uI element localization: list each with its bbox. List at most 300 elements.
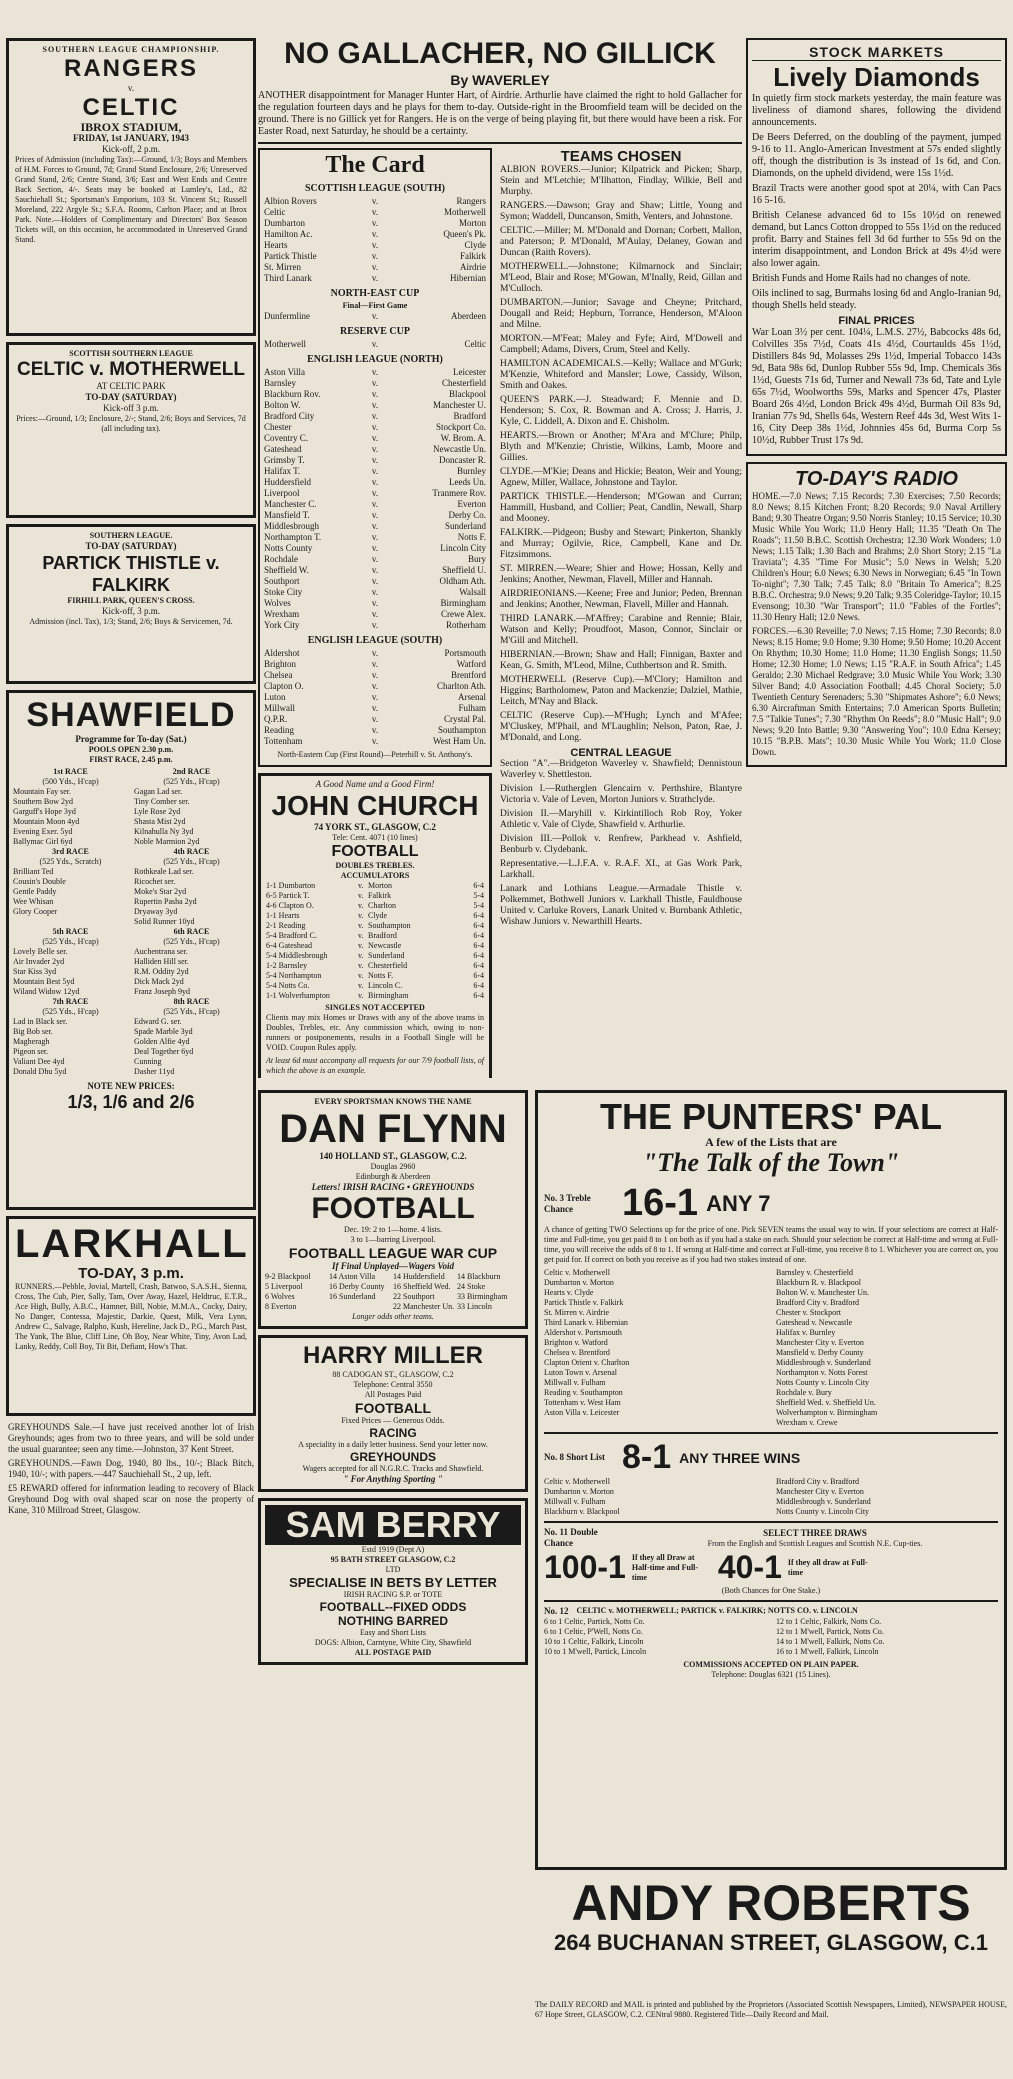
- list12-header: [544, 1606, 998, 1617]
- fixture-line: 16 to 1 M'well, Falkirk, Lincoln: [776, 1647, 879, 1656]
- race-block: [134, 767, 249, 847]
- card-section-title: NORTH-EAST CUP: [330, 288, 420, 299]
- away-team: Queen's Pk.: [443, 229, 486, 239]
- radio-home: HOME.—7.0 News; 7.15 Records; 7.30 Exercises; 7.50 Records; 8.0 News; 8.15 Kitchen Front; 8.20 Records; 9.0 Naval Artillery Band; 9.30 Theatre Organ; 9.50 Norris Stanley; 10.15 Service; 10.30 Music While You Work; 11.0 Henry Hall; 11.35 "Death On The Roads"; 11.50 B.B.C. Scottish Orchestra; 12.30 Work Wonders; 1.0 News; 1.15 Talk; 1.30 Bach and Brahms; 2.0 Short Story; 2.15 "La Traviata"; 4.35 "Time For Music"; 5.0 News in Welsh; 5.20 Children's Hour; 6.0 News; 6.30 News in Norwegian; 6.45 "In Town To-night"; 7.30 Talk; 7.45 Talk; 8.0 "Britain To America"; 8.25 B.B.C. Orchestra; 9.0 News; 9.20 Talk; 9.35 Coleridge-Taylor; 10.15 Evensong; 10.30 "War Transport"; 11.0 "Fables of the Fortles"; 11.30 Henry Hall; 12.0 News.: [752, 491, 1001, 622]
- fixture-line: Wolverhampton v. Birmingham: [776, 1408, 878, 1417]
- away-team: Rangers: [456, 196, 486, 206]
- vs: v.: [371, 196, 379, 206]
- fixture-line: Luton Town v. Arsenal: [544, 1368, 617, 1377]
- fixture-row: [264, 311, 486, 322]
- punters-sub: A few of the Lists that are: [705, 1135, 837, 1149]
- card-section-title: ENGLISH LEAGUE (SOUTH): [307, 635, 443, 646]
- fixture-line: St. Mirren v. Airdrie: [544, 1308, 610, 1317]
- rangers-team1: RANGERS: [63, 55, 198, 82]
- fixture-row: [264, 609, 486, 620]
- fixture-line: Halifax v. Burnley: [776, 1328, 836, 1337]
- vs: v.: [358, 931, 364, 940]
- race-runner: Garguff's Hope 3yd: [13, 807, 76, 816]
- rangers-body: Prices of Admission (including Tax):—Ground, 1/3; Boys and Members of H.M. Forces to Ground, 7d; Grand Stand Enclosure, 2/6; Unreserved Grand Stand, 2/6; Centre Stand, 3/6; East and West Ends and Centre Back Section, 4/-. Seats may be booked at Lumley's, Ltd., 82 Sauchiehall St.; Sportsman's Emporium, 103 St. Vincent St.; Russell Moreland, 222 Argyle St.; S.F.A. Rooms, Carlton Place; and at Ibrox Park. Note.—Holders of Complimentary and Directors' Box Season Tickets will, on this occasion, be accommodated in Unreserved Grand Stand.: [15, 155, 247, 244]
- fixture-line: Celtic v. Motherwell: [544, 1477, 610, 1486]
- race-block: [134, 997, 249, 1077]
- odds-row: [266, 921, 484, 931]
- odds-cell: 16 Sheffield Wed.: [393, 1282, 451, 1291]
- fixture-line: Manchester City v. Everton: [776, 1487, 864, 1496]
- fixture-line: Aldershot v. Portsmouth: [544, 1328, 622, 1337]
- harry-miller-ad: [258, 1335, 528, 1492]
- odds-away: Bradford: [368, 931, 397, 940]
- odds-row: [266, 991, 484, 1001]
- vs: v.: [371, 207, 379, 217]
- race-name: 1st RACE: [53, 767, 88, 776]
- odds-away: Chesterfield: [368, 961, 408, 970]
- home-team: St. Mirren: [264, 262, 301, 272]
- fixture-line: Blackburn R. v. Blackpool: [776, 1278, 862, 1287]
- race-runner: Deal Together 6yd: [134, 1047, 194, 1056]
- home-team: Partick Thistle: [264, 251, 317, 261]
- race-runner: Cunning: [134, 1057, 162, 1066]
- central-line: Division II.—Maryhill v. Kirkintilloch Rob Roy, Yoker Athletic v. Vale of Clyde, Shawfield v. Arthurlie.: [500, 809, 742, 830]
- miller-slogan: " For Anything Sporting ": [343, 1474, 443, 1484]
- home-team: Albion Rovers: [264, 196, 317, 206]
- stock-markets: [746, 38, 1007, 456]
- odds-row: [265, 1282, 521, 1292]
- race-runner: Moke's Star 2yd: [134, 887, 187, 896]
- flynn-dec: Dec. 19: 2 to 1—home. 4 lists.: [344, 1225, 442, 1234]
- card-section-title: SCOTTISH LEAGUE (SOUTH): [304, 183, 446, 194]
- race-runner: Solid Runner 10yd: [134, 917, 195, 926]
- card-section-title: ENGLISH LEAGUE (NORTH): [307, 354, 443, 365]
- berry-ltd: LTD: [385, 1565, 401, 1574]
- list8-right: [776, 1477, 998, 1517]
- list8-any: ANY THREE WINS: [679, 1449, 801, 1466]
- away-team: Walsall: [459, 587, 486, 597]
- fixture-row: [264, 273, 486, 284]
- away-team: W. Brom. A.: [440, 433, 486, 443]
- divider: [544, 1432, 998, 1434]
- fixture-row: [264, 433, 486, 444]
- radio-box: [746, 462, 1007, 767]
- fixture-line: Mansfield v. Derby County: [776, 1348, 864, 1357]
- home-team: Wolves: [264, 598, 291, 608]
- berry-estd: Estd 1919 (Dept A): [361, 1545, 425, 1554]
- church-doubles: DOUBLES TREBLES.: [335, 861, 415, 870]
- flynn-branches: Edinburgh & Aberdeen: [355, 1172, 431, 1181]
- shawfield-programme: Programme for To-day (Sat.): [75, 734, 187, 744]
- home-team: Barnsley: [264, 378, 296, 388]
- vs: v.: [371, 444, 379, 454]
- vs: v.: [358, 921, 364, 930]
- punters-talk: "The Talk of the Town": [642, 1148, 900, 1177]
- team-line: QUEEN'S PARK.—J. Steadward; F. Mennie and D. Henderson; S. Cox, R. Bowman and A. Cross; J. Harris, J. Kyle, C. Liddell, A. Dixon and E. Chisholm.: [500, 395, 742, 427]
- odds-row: [266, 891, 484, 901]
- race-name: 8th RACE: [173, 997, 210, 1006]
- race-runner: Big Bob ser.: [13, 1027, 53, 1036]
- odds-away: Charlton: [368, 901, 396, 910]
- race-runner: Spade Marble 3yd: [134, 1027, 193, 1036]
- team-line: MOTHERWELL.—Johnstone; Kilmarnock and Sinclair; M'Leod, Blair and Rose; M'Gowan, M'Inally, Reid, Gillan and M'Culloch.: [500, 262, 742, 294]
- home-team: Reading: [264, 725, 294, 735]
- flynn-knows: EVERY SPORTSMAN KNOWS THE NAME: [314, 1097, 472, 1106]
- radio-title: TO-DAY'S RADIO: [795, 468, 958, 490]
- team-line: ST. MIRREN.—Weare; Shier and Howe; Hossan, Kelly and Jenkins; Another, Newman, Flavell, Miller and Hannah.: [500, 564, 742, 585]
- fixture-row: [264, 554, 486, 565]
- list11-if2: If they all draw at Full-time: [787, 1557, 868, 1577]
- odds-value: 6-4: [473, 981, 484, 990]
- odds-cell: 22 Southport: [393, 1292, 435, 1301]
- fixture-line: Rochdale v. Bury: [776, 1388, 832, 1397]
- away-team: Crewe Alex.: [441, 609, 486, 619]
- vs: v.: [371, 587, 379, 597]
- vs: v.: [358, 961, 364, 970]
- classified-3: £5 REWARD offered for information leading to recovery of Black Greyhound Dog with oval shaped scar on nose the property of Kane, 310 Millroad Street, Glasgow.: [8, 1483, 254, 1515]
- berry-name: SAM BERRY: [265, 1505, 521, 1545]
- central-line: Division III.—Pollok v. Renfrew, Parkhead v. Ashfield, Benburb v. Clydebank.: [500, 834, 742, 855]
- rangers-team2: CELTIC: [82, 94, 180, 121]
- church-odds-table: [266, 881, 484, 1001]
- away-team: Southampton: [437, 725, 486, 735]
- berry-postage: ALL POSTAGE PAID: [354, 1648, 432, 1657]
- vs: v.: [358, 901, 364, 910]
- vs: v.: [358, 971, 364, 980]
- rangers-celtic-ad: [6, 38, 256, 336]
- race-sub: (525 Yds., H'cap): [163, 777, 220, 786]
- roberts-address: 264 BUCHANAN STREET, GLASGOW, C.1: [554, 1930, 988, 1955]
- away-team: Celtic: [464, 339, 486, 349]
- shawfield-ad: [6, 690, 256, 1210]
- list11-select: SELECT THREE DRAWS: [763, 1527, 867, 1538]
- vs: v.: [371, 714, 379, 724]
- fixture-row: [264, 659, 486, 670]
- odds-cell: 5 Liverpool: [265, 1282, 303, 1291]
- fixture-row: [264, 725, 486, 736]
- race-runner: Donald Dhu 5yd: [13, 1067, 67, 1076]
- race-sub: (525 Yds., H'cap): [163, 1007, 220, 1016]
- vs: v.: [358, 911, 364, 920]
- race-runner: Lyle Rose 2yd: [134, 807, 181, 816]
- miller-greyhounds: GREYHOUNDS: [349, 1450, 436, 1464]
- church-tel: Tele: Cent. 4071 (10 lines): [332, 833, 418, 842]
- fixture-row: [264, 444, 486, 455]
- team-line: THIRD LANARK.—M'Affrey; Carabine and Rennie; Blair, Watson and Kelly; Proudfoot, Mason, Connor, Sinclair or M'Gill and Mitchell.: [500, 614, 742, 646]
- larkhall-runners: RUNNERS.—Pebble, Jovial, Martell, Crash, Batwoo, S.A.S.H., Sienna, Cross, The Cub, Pier, Sally, Tam, Over Away, Hazel, Heldtruc, E.T.R., Ace High, Bully, A.B.C., Hamner, Bill, Nobie, M.M.A., Cocky, Dairy, No Danger, Contessa, Majestic, Darkie, Quest, Milk, Vera Lynn, Andrew C., Salvage, Ralpho, Kush, Hereline, Jack D., P.G., March Past, The Yank, The Blue, Cliff Line, Oh Boy, Near White, Tiny, Avon Lad, Lanky, Reddy, Coll Boy, Tit Bit, Defiant, How's That.: [15, 1282, 247, 1351]
- shawfield-pools: POOLS OPEN 2.30 p.m.: [88, 745, 174, 754]
- home-team: Tottenham: [264, 736, 303, 746]
- fixture-line: Blackburn v. Blackpool: [544, 1507, 620, 1516]
- odds-row: [266, 901, 484, 911]
- list3-fixtures: [544, 1268, 998, 1428]
- central-line: Section "A".—Bridgeton Waverley v. Shawfield; Dennistoun Waverley v. Shettleston.: [500, 759, 742, 780]
- home-team: Notts County: [264, 543, 313, 553]
- list3-label: No. 3 Treble Chance: [544, 1192, 591, 1214]
- list11-odds: [544, 1549, 998, 1586]
- race-name: 6th RACE: [173, 927, 210, 936]
- flynn-tel: Douglas 2960: [370, 1162, 416, 1171]
- rangers-ground: IBROX STADIUM,: [80, 120, 182, 134]
- home-team: Grimsby T.: [264, 455, 305, 465]
- list3-header: [544, 1182, 998, 1225]
- fixture-row: [264, 389, 486, 400]
- fixture-row: [264, 411, 486, 422]
- race-runner: Evening Exer. 5yd: [13, 827, 73, 836]
- race-block: [134, 927, 249, 997]
- home-team: Dumbarton: [264, 218, 305, 228]
- vs: v.: [371, 670, 379, 680]
- fixture-row: [264, 703, 486, 714]
- odds-row: [266, 961, 484, 971]
- race-runner: Glory Cooper: [13, 907, 58, 916]
- partick-kickoff: Kick-off, 3 p.m.: [101, 606, 161, 616]
- team-line: HAMILTON ACADEMICALS.—Kelly; Wallace and M'Gurk; M'Kenzie, Whiteford and Mansler; Lowe, Cassidy, Wilson, Smith and Oakes.: [500, 359, 742, 391]
- john-church-ad: [258, 773, 492, 1078]
- vs: v.: [371, 681, 379, 691]
- odds-row: [266, 911, 484, 921]
- miller-postage: All Postages Paid: [364, 1390, 422, 1399]
- fixture-row: [264, 598, 486, 609]
- away-team: Chesterfield: [442, 378, 486, 388]
- vs: v.: [371, 499, 379, 509]
- home-team: Q.P.R.: [264, 714, 288, 724]
- celtic-title: CELTIC v. MOTHERWELL: [17, 359, 245, 380]
- vs: v.: [371, 251, 379, 261]
- vs: v.: [371, 466, 379, 476]
- away-team: West Ham Un.: [432, 736, 486, 746]
- miller-racing-sub: A speciality in a daily letter business. Send your letter now.: [298, 1440, 488, 1449]
- fixture-line: Notts County v. Lincoln City: [776, 1507, 870, 1516]
- away-team: Airdrie: [460, 262, 486, 272]
- race-block: [134, 847, 249, 927]
- team-line: RANGERS.—Dawson; Gray and Shaw; Little, Young and Symon; Waddell, Duncanson, Smith, Venters, and Johnstone.: [500, 201, 742, 222]
- home-team: Aston Villa: [264, 367, 306, 377]
- home-team: Halifax T.: [264, 466, 301, 476]
- fixture-line: 6 to 1 Celtic, Partick, Notts Co.: [544, 1617, 645, 1626]
- odds-home: 5-4 Notts Co.: [266, 981, 310, 990]
- odds-cell: 14 Aston Villa: [329, 1272, 376, 1281]
- vs: v.: [371, 554, 379, 564]
- odds-row: [266, 951, 484, 961]
- away-team: Birmingham: [440, 598, 486, 608]
- dan-flynn-ad: [258, 1090, 528, 1329]
- list8-fixtures: [544, 1477, 998, 1517]
- vs: v.: [371, 455, 379, 465]
- fixture-line: Millwall v. Fulham: [544, 1497, 606, 1506]
- race-name: 2nd RACE: [172, 767, 211, 776]
- fixture-row: [264, 196, 486, 207]
- fixture-line: Millwall v. Fulham: [544, 1378, 606, 1387]
- home-team: Third Lanark: [264, 273, 312, 283]
- race-block: [13, 927, 128, 997]
- list8-header: [544, 1438, 998, 1477]
- flynn-name: DAN FLYNN: [279, 1107, 507, 1151]
- fixture-row: [264, 620, 486, 631]
- list12-label: No. 12: [544, 1606, 569, 1616]
- shawfield-title: SHAWFIELD: [26, 696, 236, 734]
- away-team: Derby Co.: [448, 510, 486, 520]
- andy-roberts-ad: [535, 1876, 1007, 1956]
- odds-cell: 16 Sunderland: [329, 1292, 376, 1301]
- odds-cell: 8 Everton: [265, 1302, 297, 1311]
- race-runner: Cousin's Double: [13, 877, 66, 886]
- classifieds: [6, 1422, 256, 1516]
- fixture-line: 12 to 1 Celtic, Falkirk, Notts Co.: [776, 1617, 882, 1626]
- away-team: Everton: [457, 499, 486, 509]
- race-runner: Southern Bow 2yd: [13, 797, 73, 806]
- home-team: Aldershot: [264, 648, 300, 658]
- sam-berry-ad: [258, 1498, 528, 1665]
- team-line: FALKIRK.—Pidgeon; Busby and Stewart; Pinkerton, Shankly and Murray; Ogilvie, Rice, Campbell, Kane and Dr. Fitzsimmons.: [500, 528, 742, 560]
- odds-cell: 22 Manchester Un.: [393, 1302, 455, 1311]
- odds-away: Southampton: [368, 921, 411, 930]
- fixture-row: [264, 262, 486, 273]
- team-line: MOTHERWELL (Reserve Cup).—M'Clory; Hamilton and Higgins; Bartholomew, Paton and Mackenzie; Dalziel, Mathie, Leitch, M'Nay and Black.: [500, 675, 742, 707]
- race-runner: Dasher 11yd: [134, 1067, 175, 1076]
- away-team: Bradford: [453, 411, 486, 421]
- home-team: Stoke City: [264, 587, 303, 597]
- fixture-line: Notts County v. Lincoln City: [776, 1378, 870, 1387]
- vs: v.: [371, 433, 379, 443]
- odds-away: Birmingham: [368, 991, 409, 1000]
- odds-cell: 9-2 Blackpool: [265, 1272, 311, 1281]
- odds-value: 6-4: [473, 911, 484, 920]
- vs: v.: [371, 339, 379, 349]
- flynn-odds: [265, 1272, 521, 1312]
- fixture-row: [264, 207, 486, 218]
- central-league-list: [500, 759, 742, 928]
- odds-cell: 16 Derby County: [329, 1282, 385, 1291]
- central-title: CENTRAL LEAGUE: [570, 747, 672, 759]
- home-team: Manchester C.: [264, 499, 317, 509]
- vs: v.: [371, 411, 379, 421]
- fixture-row: [264, 521, 486, 532]
- fixture-row: [264, 499, 486, 510]
- vs: v.: [371, 218, 379, 228]
- odds-value: 6-4: [473, 881, 484, 890]
- odds-away: Morton: [368, 881, 392, 890]
- fixture-row: [264, 532, 486, 543]
- imprint-text: The DAILY RECORD and MAIL is printed and published by the Proprietors (Associated Scottish Newspapers, Limited), NEWSPAPER HOUSE, 67 Hope Street, GLASGOW, C.2. CENtral 9880. Registered Title—Daily Record and Mail.: [535, 2000, 1007, 2019]
- celtic-prices: Prices:—Ground, 1/3; Enclosure, 2/-; Stand, 2/6; Boys and Services, 7d (all including tax).: [16, 414, 246, 433]
- race-runner: Edward G. ser.: [134, 1017, 182, 1026]
- rangers-kickoff: Kick-off, 2 p.m.: [101, 144, 161, 154]
- punters-title: THE PUNTERS' PAL: [600, 1096, 942, 1137]
- fixture-line: Aston Villa v. Leicester: [544, 1408, 620, 1417]
- vs: v.: [371, 229, 379, 239]
- race-sub: (525 Yds., H'cap): [163, 857, 220, 866]
- odds-away: Sunderland: [368, 951, 405, 960]
- stock-para: British Funds and Home Rails had no changes of note.: [752, 273, 971, 284]
- race-runner: Wiland Widow 12yd: [13, 987, 80, 996]
- central-line: Division I.—Rutherglen Glencairn v. Perthshire, Blantyre Victoria v. Vale of Leven, Morton Juniors v. Strathclyde.: [500, 784, 742, 805]
- odds-value: 6-4: [473, 991, 484, 1000]
- fixture-line: Hearts v. Clyde: [544, 1288, 594, 1297]
- divider: [544, 1521, 998, 1523]
- odds-value: 6-4: [473, 941, 484, 950]
- list8-label: No. 8 Short List: [544, 1452, 606, 1462]
- vs: v.: [371, 576, 379, 586]
- race-runner: Gagan Lad ser.: [134, 787, 183, 796]
- odds-row: [265, 1302, 521, 1312]
- left-column: [6, 38, 256, 2079]
- away-team: Fulham: [458, 703, 486, 713]
- fixture-line: 14 to 1 M'well, Falkirk, Notts Co.: [776, 1637, 885, 1646]
- race-runner: Ballymac Girl 6yd: [13, 837, 73, 846]
- away-team: Hibernian: [450, 273, 486, 283]
- fixture-row: [264, 510, 486, 521]
- home-team: Bolton W.: [264, 400, 301, 410]
- away-team: Sunderland: [445, 521, 486, 531]
- flynn-letters: Letters! IRISH RACING • GREYHOUNDS: [311, 1182, 475, 1192]
- odds-row: [266, 931, 484, 941]
- fixture-line: Chelsea v. Brentford: [544, 1348, 610, 1357]
- partick-day: TO-DAY (SATURDAY): [85, 541, 177, 551]
- race-runner: Halliden Hill ser.: [134, 957, 189, 966]
- race-name: 4th RACE: [173, 847, 210, 856]
- berry-specialise: SPECIALISE IN BETS BY LETTER: [289, 1575, 497, 1590]
- celtic-motherwell-ad: [6, 342, 256, 518]
- home-team: Blackburn Rov.: [264, 389, 321, 399]
- fixture-line: Gateshead v. Newcastle: [776, 1318, 853, 1327]
- fixture-line: Bradford City v. Bradford: [776, 1477, 860, 1486]
- race-runner: Lad in Black ser.: [13, 1017, 68, 1026]
- fixture-row: [264, 587, 486, 598]
- race-runner: Dryaway 3yd: [134, 907, 178, 916]
- stock-final: War Loan 3½ per cent. 104¼, L.M.S. 27½, Babcocks 48s 6d, Colvilles 35s 7½d, Coats 41s 4½d, Courtaulds 45s 1½d, Distillers 84s 9d, Molasses 29s 1½d, Imperial Tobacco 143s 9d, Bata 98s 6d, Dunlop Rubber 55s 9d, Imp. Chemicals 36s 1½d, Guests 71s 6d, Turner and Newall 73s 6d, Tate and Lyle 65s 7½d, Woolworths 59s, Marks and Spencer 47s, Plaster Board 26s 4½d, London Brick 49s 4½d, Burmah Oil 83s 9d, Iranian 77s 9d, Shells 64s, Western Reef 44s 3d, West Wits 1-16, City Deep 38s 1½d, Johnnies 45s 6d, Burma Corp 5s 10½d, Rubber Trust 17s 9d.: [752, 327, 1001, 446]
- race-runner: Valiant Dee 4yd: [13, 1057, 65, 1066]
- list8-left: [544, 1477, 766, 1517]
- odds-away: Clyde: [368, 911, 388, 920]
- central-line: Lanark and Lothians League.—Armadale Thistle v. Polkemmet, Bothwell Juniors v. Larkhall Thistle, Fauldhouse United v. Carluke Rovers, Lanark United v. Burnbank Athletic, Wishaw Juniors v. Newarthill Hearts.: [500, 884, 742, 927]
- shawfield-races: [13, 767, 249, 1077]
- list3-right: [776, 1268, 998, 1428]
- fixture-row: [264, 240, 486, 251]
- fixture-row: [264, 400, 486, 411]
- fixture-row: [264, 692, 486, 703]
- vs: v.: [371, 648, 379, 658]
- list8-odds: 8-1: [622, 1438, 672, 1476]
- fixture-row: [264, 576, 486, 587]
- fixture-row: [264, 488, 486, 499]
- vs: v.: [371, 422, 379, 432]
- odds-row: [265, 1272, 521, 1282]
- fixture-line: Dumbarton v. Morton: [544, 1278, 614, 1287]
- team-line: CELTIC (Reserve Cup).—M'Hugh; Lynch and M'Afee; M'Cluskey, M'Phail, and M'Laughlin; Nelson, Paton, Rae, J. M'Donald, and Long.: [500, 711, 742, 743]
- away-team: Blackpool: [449, 389, 486, 399]
- fixture-line: Manchester City v. Everton: [776, 1338, 864, 1347]
- team-line: AIRDRIEONIANS.—Keene; Free and Junior; Peden, Brennan and Jenkins; Another, Newman, Flavell, Miller and Hannah.: [500, 589, 742, 610]
- race-name: 7th RACE: [52, 997, 89, 1006]
- race-sub: (525 Yds., H'cap): [42, 1007, 99, 1016]
- home-team: Dunfermline: [264, 311, 310, 321]
- fixture-line: Reading v. Southampton: [544, 1388, 623, 1397]
- race-runner: Wee Whisan: [13, 897, 54, 906]
- odds-value: 6-4: [473, 951, 484, 960]
- celtic-ground: AT CELTIC PARK: [96, 381, 166, 391]
- fixture-line: 12 to 1 M'well, Partick, Notts Co.: [776, 1627, 884, 1636]
- race-runner: Auchentrana ser.: [134, 947, 188, 956]
- odds-home: 1-1 Wolverhampton: [266, 991, 330, 1000]
- berry-irish: IRISH RACING S.P. or TOTE: [343, 1590, 443, 1599]
- miller-tel: Telephone: Central 3550: [353, 1380, 433, 1389]
- vs: v.: [371, 736, 379, 746]
- larkhall-title: LARKHALL: [15, 1222, 249, 1266]
- list11-from: From the English and Scottish Leagues and Scottish N.E. Cup-ties.: [707, 1538, 923, 1548]
- rangers-v: v.: [127, 83, 135, 93]
- right-column: [746, 38, 1007, 1038]
- vs: v.: [371, 389, 379, 399]
- fixture-line: Celtic v. Motherwell: [544, 1268, 610, 1277]
- list3-left: [544, 1268, 766, 1428]
- race-runner: Mountain Fay ser.: [13, 787, 71, 796]
- miller-address: 88 CADOGAN ST., GLASGOW, C.2: [332, 1370, 454, 1379]
